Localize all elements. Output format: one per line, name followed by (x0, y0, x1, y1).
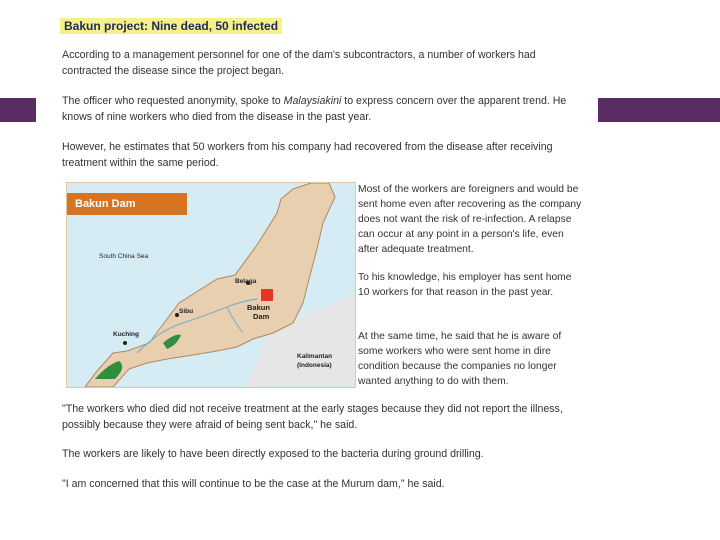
label-bakun: Bakun (247, 303, 270, 312)
side-paragraph-2: To his knowledge, his employer has sent home 10 workers for that reason in the past year. (358, 272, 572, 298)
paragraph-1: According to a management personnel for one of the dam's subcontractors, a number of workers had contracted the disease since the project began. (62, 49, 536, 77)
paragraph-2 (62, 94, 582, 125)
paragraph-2-end: to express concern over the apparent trend. He knows of nine workers who died from the disease in the past year. (62, 95, 567, 123)
paragraph-6: "I am concerned that this will continue to be the case at the Murum dam," he said. (62, 478, 445, 490)
kuching-dot (123, 341, 127, 345)
cutoff-text-line (62, 506, 202, 512)
paragraph-5: The workers are likely to have been directly exposed to the bacteria during ground drilling. (62, 448, 484, 460)
paragraph-2-source: Malaysiakini (283, 95, 342, 107)
label-south-china-sea: South China Sea (99, 253, 149, 260)
left-accent-bar (0, 98, 36, 122)
label-dam: Dam (253, 312, 270, 321)
dam-marker (261, 289, 273, 301)
label-sibu: Sibu (179, 308, 194, 315)
right-accent-bar (598, 98, 720, 122)
label-kalimantan: Kalimantan (297, 353, 333, 360)
label-belaga: Belaga (235, 278, 257, 285)
side-paragraph-3: At the same time, he said that he is aware of some workers who were sent home in dire condition because the companies no longer wanted anything to do with them. (358, 331, 562, 387)
headline: Bakun project: Nine dead, 50 infected (60, 18, 282, 34)
map-title: Bakun Dam (67, 193, 187, 215)
label-indonesia: (Indonesia) (297, 362, 332, 369)
side-paragraph-1: Most of the workers are foreigners and would be sent home even after recovering as the company does not want the risk of re-infection. A relapse can occur at any point in a person's life, even after adequate treatment. (358, 184, 582, 255)
paragraph-4: "The workers who died did not receive treatment at the early stages because they did not report the illness, possibly because they were afraid of being sent back," he said. (62, 403, 563, 431)
paragraph-2-start: The officer who requested anonymity, spoke to (62, 95, 284, 107)
label-kuching: Kuching (113, 331, 139, 338)
paragraph-3: However, he estimates that 50 workers from his company had recovered from the disease after receiving treatment within the same period. (62, 141, 553, 169)
bakun-dam-map (66, 182, 356, 388)
